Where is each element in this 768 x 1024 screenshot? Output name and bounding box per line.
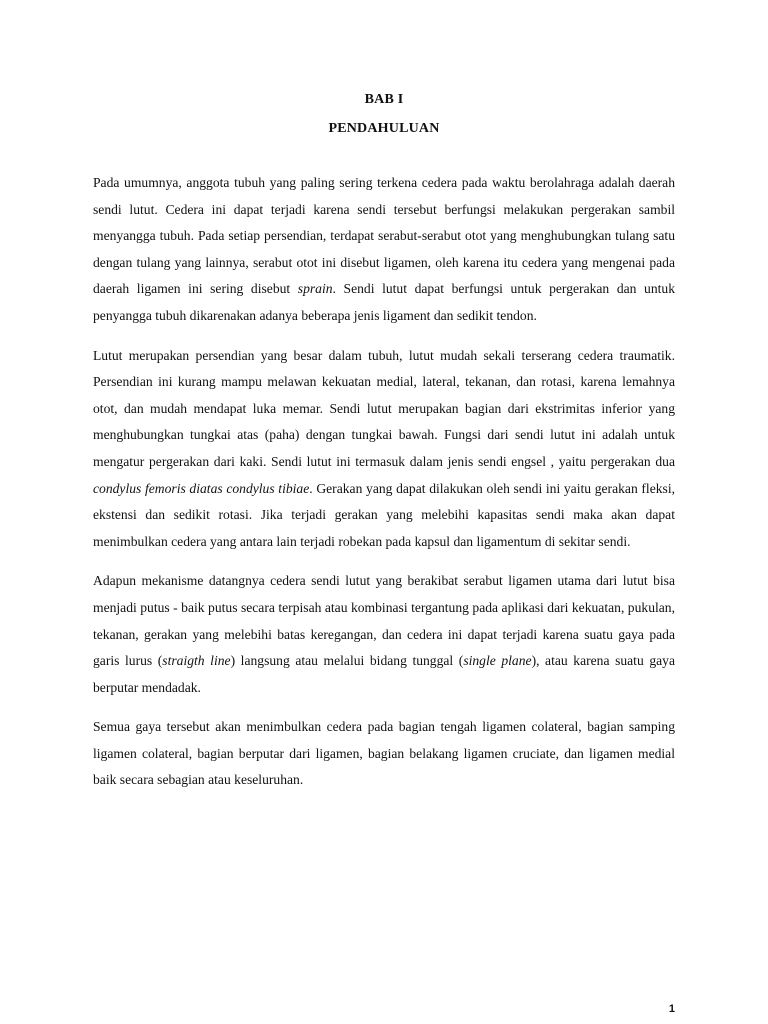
italic-term: sprain	[297, 281, 333, 297]
text-run: Lutut merupakan persendian yang besar dalam tubuh, lutut mudah sekali terserang cedera traumatik. Persendian ini kurang mampu melawan kekuatan medial, lateral, tekanan, dan rotasi, karena lemahnya otot, dan mudah mendapat luka memar. Sendi lutut merupakan bagian dari ekstrimitas inferior yang menghubungkan tungkai atas (paha) dengan tungkai bawah. Fungsi dari sendi lutut ini adalah untuk mengatur pergerakan dari kaki. Sendi lutut ini termasuk dalam jenis sendi engsel , yaitu pergerakan dua	[93, 347, 675, 469]
paragraph-3	[93, 568, 675, 701]
text-run: ) langsung atau melalui bidang tunggal (	[230, 653, 464, 669]
chapter-title: PENDAHULUAN	[328, 121, 440, 136]
body-text	[93, 170, 675, 807]
paragraph-2	[93, 343, 675, 556]
italic-term: straigth line	[162, 653, 231, 669]
chapter-heading: BAB I	[364, 92, 404, 107]
text-run: . Sendi lutut dapat berfungsi untuk pergerakan dan untuk penyangga tubuh dikarenakan adanya beberapa jenis ligament dan sedikit tendon.	[93, 281, 675, 323]
paragraph-1	[93, 170, 675, 330]
paragraph-4	[93, 714, 675, 794]
text-run: Semua gaya tersebut akan menimbulkan cedera pada bagian tengah ligamen colateral, bagian samping ligamen colateral, bagian berputar dari ligamen, bagian belakang ligamen cruciate, dan ligamen medial baik secara sebagian atau keseluruhan.	[93, 719, 675, 788]
text-run: Pada umumnya, anggota tubuh yang paling sering terkena cedera pada waktu berolahraga adalah daerah sendi lutut. Cedera ini dapat terjadi karena sendi tersebut berfungsi melakukan pergerakan sambil menyangga tubuh. Pada setiap persendian, terdapat serabut-serabut otot yang menghubungkan tulang satu dengan tulang yang lainnya, serabut otot ini disebut ligamen, oleh karena itu cedera yang mengenai pada daerah ligamen ini sering disebut	[93, 175, 675, 297]
italic-term: condylus femoris diatas condylus tibiae	[93, 480, 310, 496]
page-number: 1	[668, 1003, 675, 1015]
italic-term: single plane	[463, 653, 532, 669]
text-run: ), atau karena suatu gaya berputar mendadak.	[93, 653, 675, 695]
text-run: . Gerakan yang dapat dilakukan oleh sendi ini yaitu gerakan fleksi, ekstensi dan sedikit rotasi. Jika terjadi gerakan yang melebihi kapasitas sendi maka akan dapat menimbulkan cedera yang antara lain terjadi robekan pada kapsul dan ligamentum di sekitar sendi.	[93, 480, 676, 549]
text-run: Adapun mekanisme datangnya cedera sendi lutut yang berakibat serabut ligamen utama dari lutut bisa menjadi putus - baik putus secara terpisah atau kombinasi tergantung pada aplikasi dari kekuatan, pukulan, tekanan, gerakan yang melebihi batas keregangan, dan cedera ini dapat terjadi karena suatu gaya pada garis lurus (	[93, 573, 675, 669]
